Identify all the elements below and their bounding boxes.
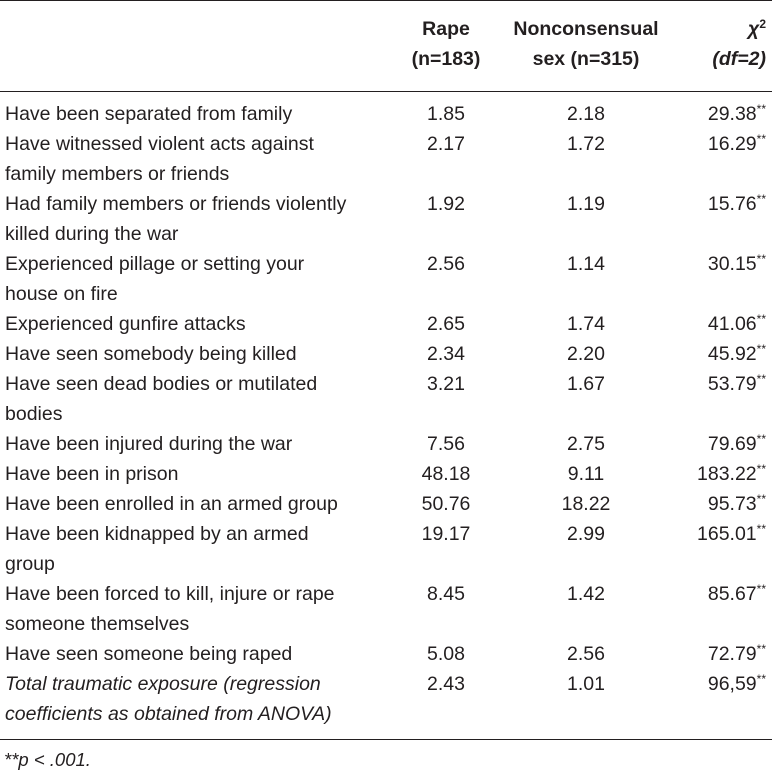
table-row: [0, 369, 772, 429]
cell-rape: 8.45: [427, 583, 465, 605]
header-chi-df: (df=2): [712, 48, 766, 70]
row-label: [5, 339, 390, 369]
table-row: [0, 639, 772, 669]
cell-chi-square: [640, 129, 766, 159]
cell-chi-square: [640, 249, 766, 279]
table-row: [0, 489, 772, 519]
header-chi-square: [676, 14, 766, 74]
cell-chi-square: [640, 339, 766, 369]
row-label-line1: Have been forced to kill, injure or rape: [5, 583, 335, 605]
significance-mark: **: [756, 372, 766, 386]
row-label-line2: bodies: [5, 403, 63, 425]
table-row: [0, 99, 772, 129]
chi-value: 30.15: [707, 253, 757, 275]
cell-chi-square: [640, 489, 766, 519]
cell-nonconsensual: 1.19: [567, 193, 605, 215]
row-label: [5, 369, 390, 429]
row-label-line1: Have witnessed violent acts against: [5, 133, 314, 155]
table-row: [0, 249, 772, 309]
row-label: [5, 669, 390, 729]
cell-chi-square: [640, 579, 766, 609]
significance-mark: **: [756, 642, 766, 656]
cell-rape: 1.85: [427, 103, 465, 125]
chi-value: 79.69: [707, 433, 757, 455]
cell-rape: 5.08: [427, 643, 465, 665]
row-label: [5, 99, 390, 129]
significance-mark: **: [756, 432, 766, 446]
header-rape: [404, 14, 488, 74]
row-label-line1: Have seen someone being raped: [5, 643, 293, 665]
chi-value: 16.29: [707, 133, 757, 155]
row-label-line1: Have been injured during the war: [5, 433, 293, 455]
cell-nonconsensual: 2.20: [567, 343, 605, 365]
table-row: [0, 579, 772, 639]
significance-mark: **: [756, 342, 766, 356]
row-label: [5, 459, 390, 489]
row-label-line1: Have been kidnapped by an armed: [5, 523, 309, 545]
chi-value: 45.92: [707, 343, 757, 365]
row-label-line2: group: [5, 553, 55, 575]
row-label-line2: house on fire: [5, 283, 118, 305]
cell-chi-square: [640, 189, 766, 219]
row-label-line1: Have seen somebody being killed: [5, 343, 297, 365]
row-label-line2: killed during the war: [5, 223, 179, 245]
significance-mark: **: [756, 192, 766, 206]
table-body: [0, 99, 772, 729]
row-label: [5, 309, 390, 339]
significance-mark: **: [756, 672, 766, 686]
cell-nonconsensual: 2.56: [567, 643, 605, 665]
cell-chi-square: [640, 309, 766, 339]
cell-nonconsensual: 9.11: [567, 463, 605, 485]
significance-mark: **: [756, 462, 766, 476]
cell-nonconsensual: 1.14: [567, 253, 605, 275]
header-chi-line1: [676, 14, 766, 44]
chi-value: 95.73: [707, 493, 757, 515]
header-nc-line2: sex (n=315): [532, 48, 640, 70]
cell-nonconsensual: 2.18: [567, 103, 605, 125]
row-label: [5, 639, 390, 669]
row-label: [5, 489, 390, 519]
cell-nonconsensual: 1.72: [567, 133, 605, 155]
significance-mark: **: [756, 312, 766, 326]
significance-mark: **: [756, 252, 766, 266]
header-nc-line1: Nonconsensual: [513, 18, 659, 40]
cell-rape: 19.17: [421, 523, 471, 545]
header-rape-line2: (n=183): [411, 48, 481, 70]
cell-chi-square: [640, 99, 766, 129]
chi-value: 15.76: [707, 193, 757, 215]
table-row: [0, 189, 772, 249]
cell-nonconsensual: 18.22: [561, 493, 611, 515]
cell-rape: 2.34: [427, 343, 465, 365]
row-label: [5, 129, 390, 189]
table-row: [0, 429, 772, 459]
cell-nonconsensual: 1.01: [567, 673, 605, 695]
row-label-line2: family members or friends: [5, 163, 230, 185]
cell-nonconsensual: 1.42: [567, 583, 605, 605]
significance-mark: **: [756, 102, 766, 116]
row-label: [5, 519, 390, 579]
chi-value: 96,59: [707, 673, 757, 695]
row-label-line1: Have been in prison: [5, 463, 179, 485]
cell-nonconsensual: 1.74: [567, 313, 605, 335]
row-label-line1: Experienced pillage or setting your: [5, 253, 305, 275]
cell-rape: 7.56: [427, 433, 465, 455]
table-row: [0, 519, 772, 579]
row-label: [5, 249, 390, 309]
row-label: [5, 189, 390, 249]
table-row: [0, 309, 772, 339]
cell-chi-square: [640, 429, 766, 459]
cell-chi-square: [640, 459, 766, 489]
header-rule: [0, 91, 772, 92]
header-nonconsensual: [496, 14, 676, 74]
cell-nonconsensual: 2.75: [567, 433, 605, 455]
significance-mark: **: [756, 132, 766, 146]
row-label-line2: someone themselves: [5, 613, 190, 635]
chi-value: 183.22: [697, 463, 757, 485]
cell-chi-square: [640, 369, 766, 399]
cell-rape: 48.18: [421, 463, 471, 485]
row-label-line1: Have been separated from family: [5, 103, 293, 125]
table-row: [0, 129, 772, 189]
cell-chi-square: [640, 519, 766, 549]
chi-value: 29.38: [707, 103, 757, 125]
chi-value: 72.79: [707, 643, 757, 665]
cell-rape: 2.56: [427, 253, 465, 275]
chi-superscript: 2: [759, 17, 766, 31]
chi-value: 85.67: [707, 583, 757, 605]
significance-mark: **: [756, 492, 766, 506]
row-label: [5, 429, 390, 459]
cell-rape: 50.76: [421, 493, 471, 515]
footnote: **p < .001.: [4, 749, 91, 770]
cell-nonconsensual: 2.99: [567, 523, 605, 545]
chi-value: 41.06: [707, 313, 757, 335]
top-rule: [0, 0, 772, 1]
cell-rape: 2.43: [427, 673, 465, 695]
cell-chi-square: [640, 639, 766, 669]
row-label-line1: Experienced gunfire attacks: [5, 313, 246, 335]
row-label-line1: Had family members or friends violently: [5, 193, 347, 215]
row-label: [5, 579, 390, 639]
header-rape-line1: Rape: [422, 18, 470, 40]
row-label-line1: Have been enrolled in an armed group: [5, 493, 338, 515]
cell-rape: 3.21: [427, 373, 465, 395]
chi-value: 53.79: [707, 373, 757, 395]
cell-nonconsensual: 1.67: [567, 373, 605, 395]
row-label-line1: Total traumatic exposure (regression: [5, 673, 321, 695]
significance-mark: **: [756, 582, 766, 596]
chi-value: 165.01: [697, 523, 757, 545]
row-label-line1: Have seen dead bodies or mutilated: [5, 373, 318, 395]
cell-rape: 2.17: [427, 133, 465, 155]
cell-chi-square: [640, 669, 766, 699]
bottom-rule: [0, 739, 772, 740]
table-row: [0, 669, 772, 729]
significance-mark: **: [756, 522, 766, 536]
table-row: [0, 459, 772, 489]
row-label-line2: coefficients as obtained from ANOVA): [5, 703, 332, 725]
cell-rape: 2.65: [427, 313, 465, 335]
cell-rape: 1.92: [427, 193, 465, 215]
chi-symbol: χ: [748, 18, 760, 40]
table-row: [0, 339, 772, 369]
